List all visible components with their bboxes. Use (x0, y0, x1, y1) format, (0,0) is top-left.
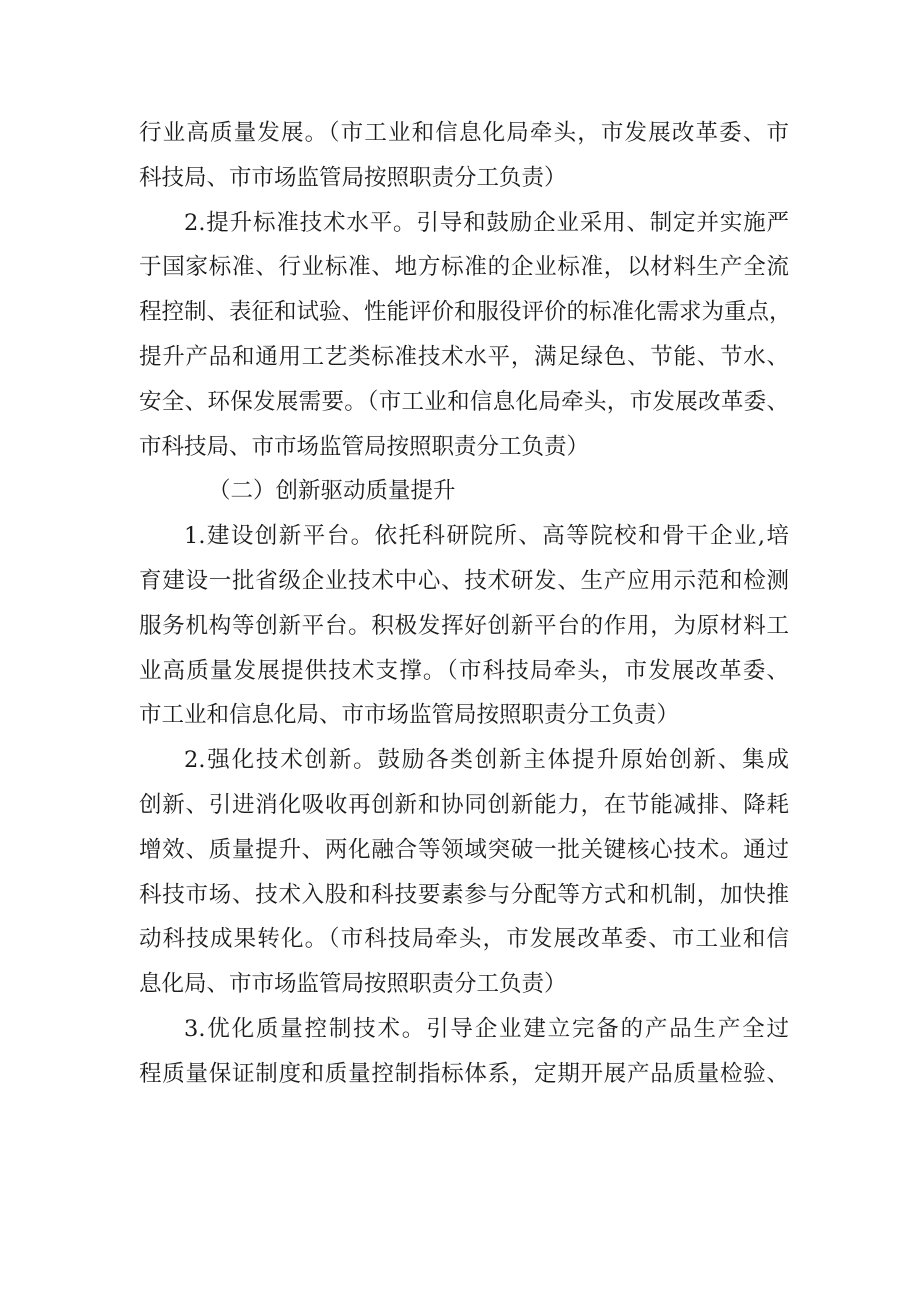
paragraph-continuation (139, 111, 789, 201)
section-heading (139, 469, 789, 514)
text-line: 行业高质量发展。（市工业和信息化局牵头，市发展改革委、市 (139, 120, 789, 146)
text-line: 3.优化质量控制技术。引导企业建立完备的产品生产全过 (184, 1015, 789, 1042)
text-line: 安全、环保发展需要。（市工业和信息化局牵头，市发展改革委、 (139, 388, 789, 415)
text-line: 市工业和信息化局、市市场监管局按照职责分工负责） (139, 702, 680, 729)
text-line: 息化局、市市场监管局按照职责分工负责） (139, 971, 567, 998)
document-body (139, 111, 792, 1097)
section-heading-text: （二）创新驱动质量提升 (208, 478, 456, 505)
text-line: 1.建设创新平台。依托科研院所、高等院校和骨干企业,培 (184, 523, 789, 550)
text-line: 程质量保证制度和质量控制指标体系，定期开展产品质量检验、 (139, 1060, 789, 1087)
text-line: 2.提升标准技术水平。引导和鼓励企业采用、制定并实施严 (184, 209, 789, 236)
text-line: 创新、引进消化吸收再创新和协同创新能力，在节能减排、降耗 (139, 791, 789, 818)
text-line: 2.强化技术创新。鼓励各类创新主体提升原始创新、集成 (184, 747, 789, 774)
paragraph-standards (139, 201, 792, 470)
text-line: 增效、质量提升、两化融合等领域突破一批关键核心技术。通过 (139, 836, 789, 863)
text-line: 动科技成果转化。（市科技局牵头，市发展改革委、市工业和信 (139, 926, 789, 953)
text-line: 提升产品和通用工艺类标准技术水平，满足绿色、节能、节水、 (139, 343, 789, 370)
paragraph-quality-control (139, 1007, 789, 1097)
text-line: 育建设一批省级企业技术中心、技术研发、生产应用示范和检测 (139, 567, 789, 594)
paragraph-tech-innovation (139, 738, 789, 1007)
text-line: 科技局、市市场监管局按照职责分工负责） (139, 164, 567, 191)
text-line: 科技市场、技术入股和科技要素参与分配等方式和机制，加快推 (139, 881, 789, 908)
paragraph-innovation-platform (139, 514, 789, 738)
text-line: 程控制、表征和试验、性能评价和服役评价的标准化需求为重点， (139, 299, 792, 326)
text-line: 服务机构等创新平台。积极发挥好创新平台的作用，为原材料工 (139, 612, 789, 639)
text-line: 市科技局、市市场监管局按照职责分工负责） (139, 433, 590, 460)
text-line: 于国家标准、行业标准、地方标准的企业标准，以材料生产全流 (139, 254, 789, 281)
text-line: 业高质量发展提供技术支撑。（市科技局牵头，市发展改革委、 (139, 657, 789, 684)
